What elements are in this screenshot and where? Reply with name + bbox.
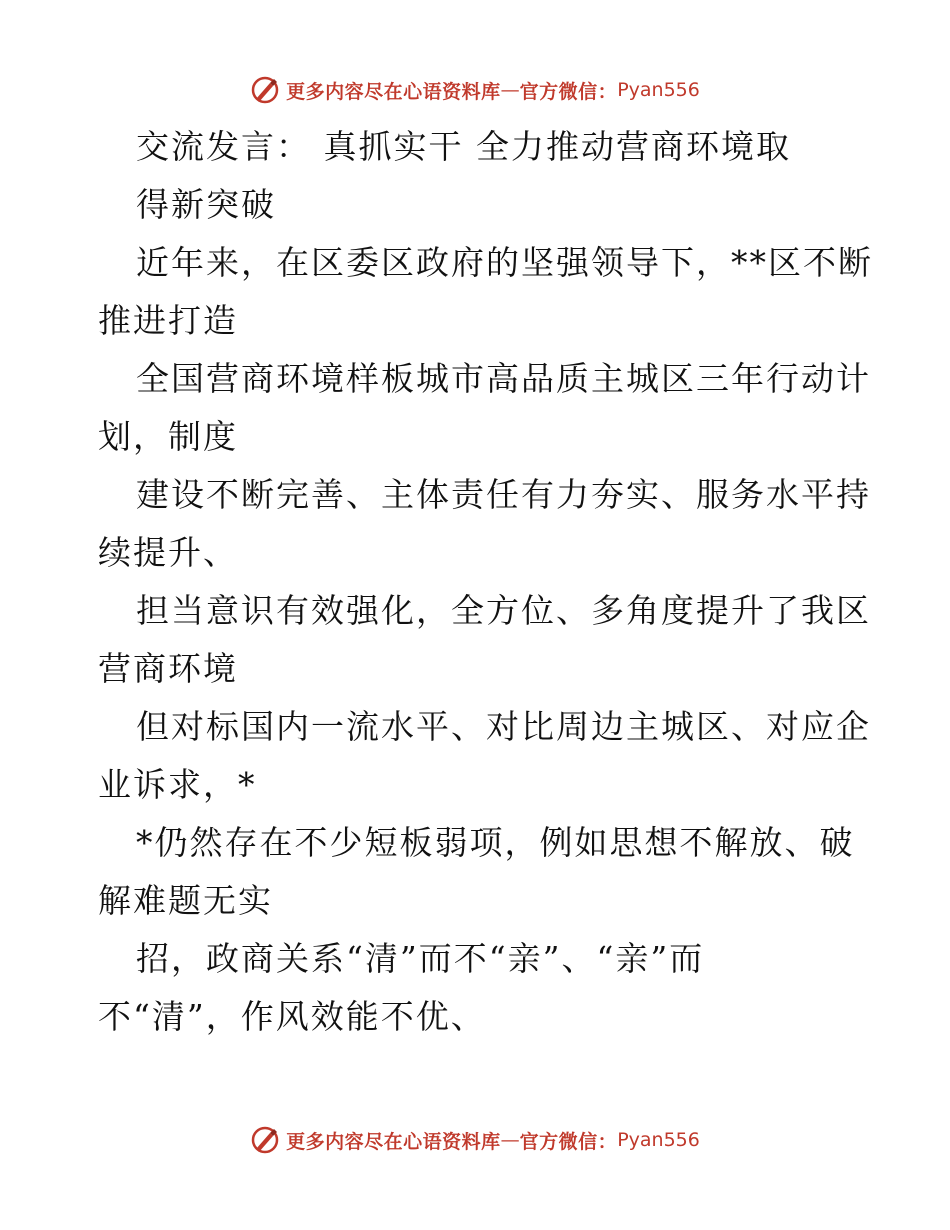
banner-dash: — [500, 79, 520, 101]
text-line: 全国营商环境样板城市高品质主城区三年行动计 [136, 359, 871, 398]
text-line: 业诉求，* [98, 765, 257, 804]
footer-banner [0, 1120, 950, 1160]
pen-logo-icon [250, 75, 280, 105]
text-line: 续提升、 [98, 533, 238, 572]
pen-logo-icon [250, 1125, 280, 1155]
text-line: 划，制度 [98, 417, 238, 456]
text-line: 建设不断完善、主体责任有力夯实、服务水平持 [136, 475, 871, 514]
text-line: 推进打造 [98, 301, 238, 340]
document-body [98, 118, 873, 1046]
text-line: 营商环境 [98, 649, 238, 688]
banner-site-text: 更多内容尽在心语资料库 [286, 80, 501, 103]
text-line: 担当意识有效强化，全方位、多角度提升了我区 [136, 591, 871, 630]
banner-wechat-id: Pyan556 [617, 79, 700, 101]
banner-wechat-label: 官方微信： [519, 1130, 618, 1153]
text-line: 招，政商关系“清”而不“亲”、“亲”而 [136, 939, 705, 978]
banner-wechat-label: 官方微信： [519, 80, 618, 103]
text-line: 不“清”，作风效能不优、 [98, 997, 486, 1036]
text-line: 近年来，在区委区政府的坚强领导下，**区不断 [136, 243, 873, 282]
text-line: 得新突破 [136, 185, 276, 224]
banner-site-text: 更多内容尽在心语资料库 [286, 1130, 501, 1153]
text-line: 但对标国内一流水平、对比周边主城区、对应企 [136, 707, 871, 746]
text-line: *仍然存在不少短板弱项，例如思想不解放、破 [136, 823, 855, 862]
banner-wechat-id: Pyan556 [617, 1129, 700, 1151]
header-banner [0, 70, 950, 110]
banner-dash: — [500, 1129, 520, 1151]
text-line: 交流发言： 真抓实干 全力推动营商环境取 [136, 127, 791, 166]
text-line: 解难题无实 [98, 881, 273, 920]
